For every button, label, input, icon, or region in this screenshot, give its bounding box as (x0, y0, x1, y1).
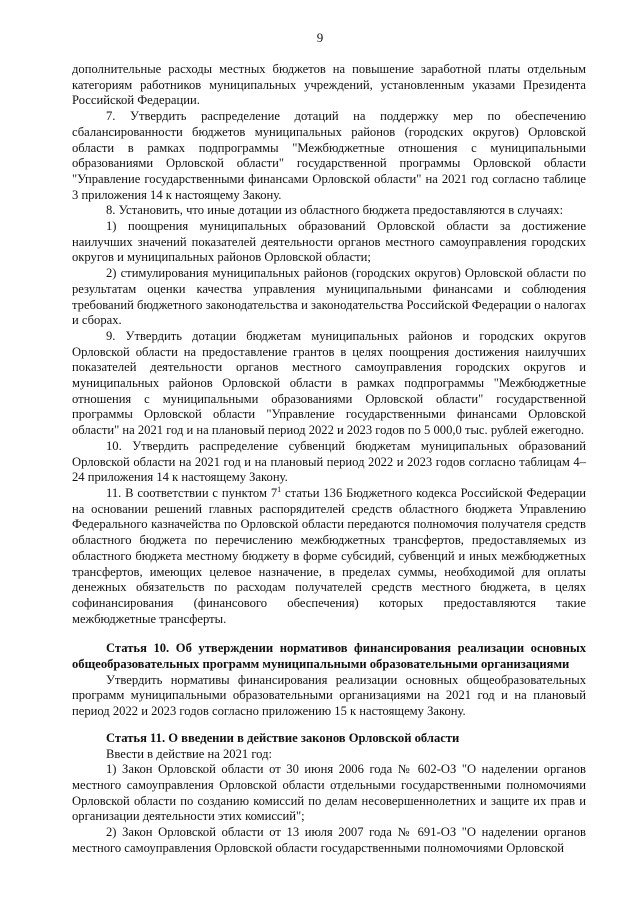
section-spacer (72, 720, 586, 731)
paragraph: 11. В соответствии с пунктом $7^1$ статьи 136 Бюджетного кодекса Российской Федерации на основании решений главных распорядителей средств областного бюджета Управлению Федерального казначейства по Орловской области передаются полномочия получателя средств областного бюджета по перечислению межбюджетных трансфертов, предоставляемых из областного бюджета местному бюджету в форме субсидий, субвенций и иных межбюджетных трансфертов, имеющих целевое назначение, в пределах суммы, необходимой для оплаты денежных обязательств по расходам получателей средств местного бюджета, в целях софинансирования (финансового обеспечения) которых предоставляются такие межбюджетные трансферты. (72, 484, 586, 626)
paragraph: 1) Закон Орловской области от 30 июня 2006 года № 602-ОЗ "О наделении органов местного самоуправления Орловской области отдельными государственными полномочиями Орловской области по созданию комиссий по делам несовершеннолетних и защите их прав и организации деятельности этих комиссий"; (72, 762, 586, 824)
paragraph: 8. Установить, что иные дотации из областного бюджета предоставляются в случаях: (106, 203, 564, 218)
page-number: 9 (316, 30, 324, 45)
paragraph: 10. Утвердить распределение субвенций бюджетам муниципальных образований Орловской области на 2021 год и на плановый период 2022 и 2023 годов согласно таблицам 4–24 приложения 14 к настоящему Закону. (72, 438, 586, 485)
paragraph: 2) стимулирования муниципальных районов (городских округов) Орловской области по результатам оценки качества управления муниципальными финансами и соблюдения требований бюджетного законодательства и законодательства Российской Федерации о налогах и сборах. (72, 266, 586, 328)
article-heading: Статья 11. О введении в действие законов Орловской области (106, 730, 460, 745)
paragraph: 2) Закон Орловской области от 13 июля 2007 года № 691-ОЗ "О наделении органов местного самоуправления Орловской области государственными полномочиями Орловской (72, 825, 586, 855)
paragraph: 7. Утвердить распределение дотаций на поддержку мер по обеспечению сбалансированности бюджетов муниципальных районов (городских округов) Орловской области в рамках подпрограммы "Межбюджетные отношения с муниципальными образованиями Орловской области" государственной программы Орловской области "Управление государственными финансами Орловской области" на 2021 год согласно таблице 3 приложения 14 к настоящему Закону. (72, 109, 586, 202)
document-body (72, 62, 586, 856)
paragraph: 9. Утвердить дотации бюджетам муниципальных районов и городских округов Орловской области на предоставление грантов в целях поощрения достижения наилучших показателей деятельности органов местного самоуправления городских округов и муниципальных районов Орловской области в рамках подпрограммы "Межбюджетные отношения с муниципальными образованиями Орловской области" государственной программы Орловской области "Управление государственными финансами Орловской области" на 2021 год и на плановый период 2022 и 2023 годов по 5 000,0 тыс. рублей ежегодно. (72, 328, 586, 438)
superscript-one: 1 (277, 484, 282, 494)
paragraph: Утвердить нормативы финансирования реализации основных общеобразовательных программ муниципальными образовательными организациями на 2021 год и на плановый период 2022 и 2023 годов согласно приложению 15 к настоящему Закону. (72, 672, 586, 719)
section-spacer (72, 627, 586, 641)
paragraph: Ввести в действие на 2021 год: (106, 746, 273, 761)
paragraph: дополнительные расходы местных бюджетов на повышение заработной платы отдельным категориям работников муниципальных учреждений, установленным указами Президента Российской Федерации. (72, 62, 586, 108)
article-heading: Статья 10. Об утверждении нормативов финансирования реализации основных общеобразовательных программ муниципальными образовательными организациями (72, 641, 586, 672)
paragraph: 1) поощрения муниципальных образований Орловской области за достижение наилучших значений показателей деятельности органов местного самоуправления городских округов и муниципальных районов Орловской области; (72, 219, 586, 265)
